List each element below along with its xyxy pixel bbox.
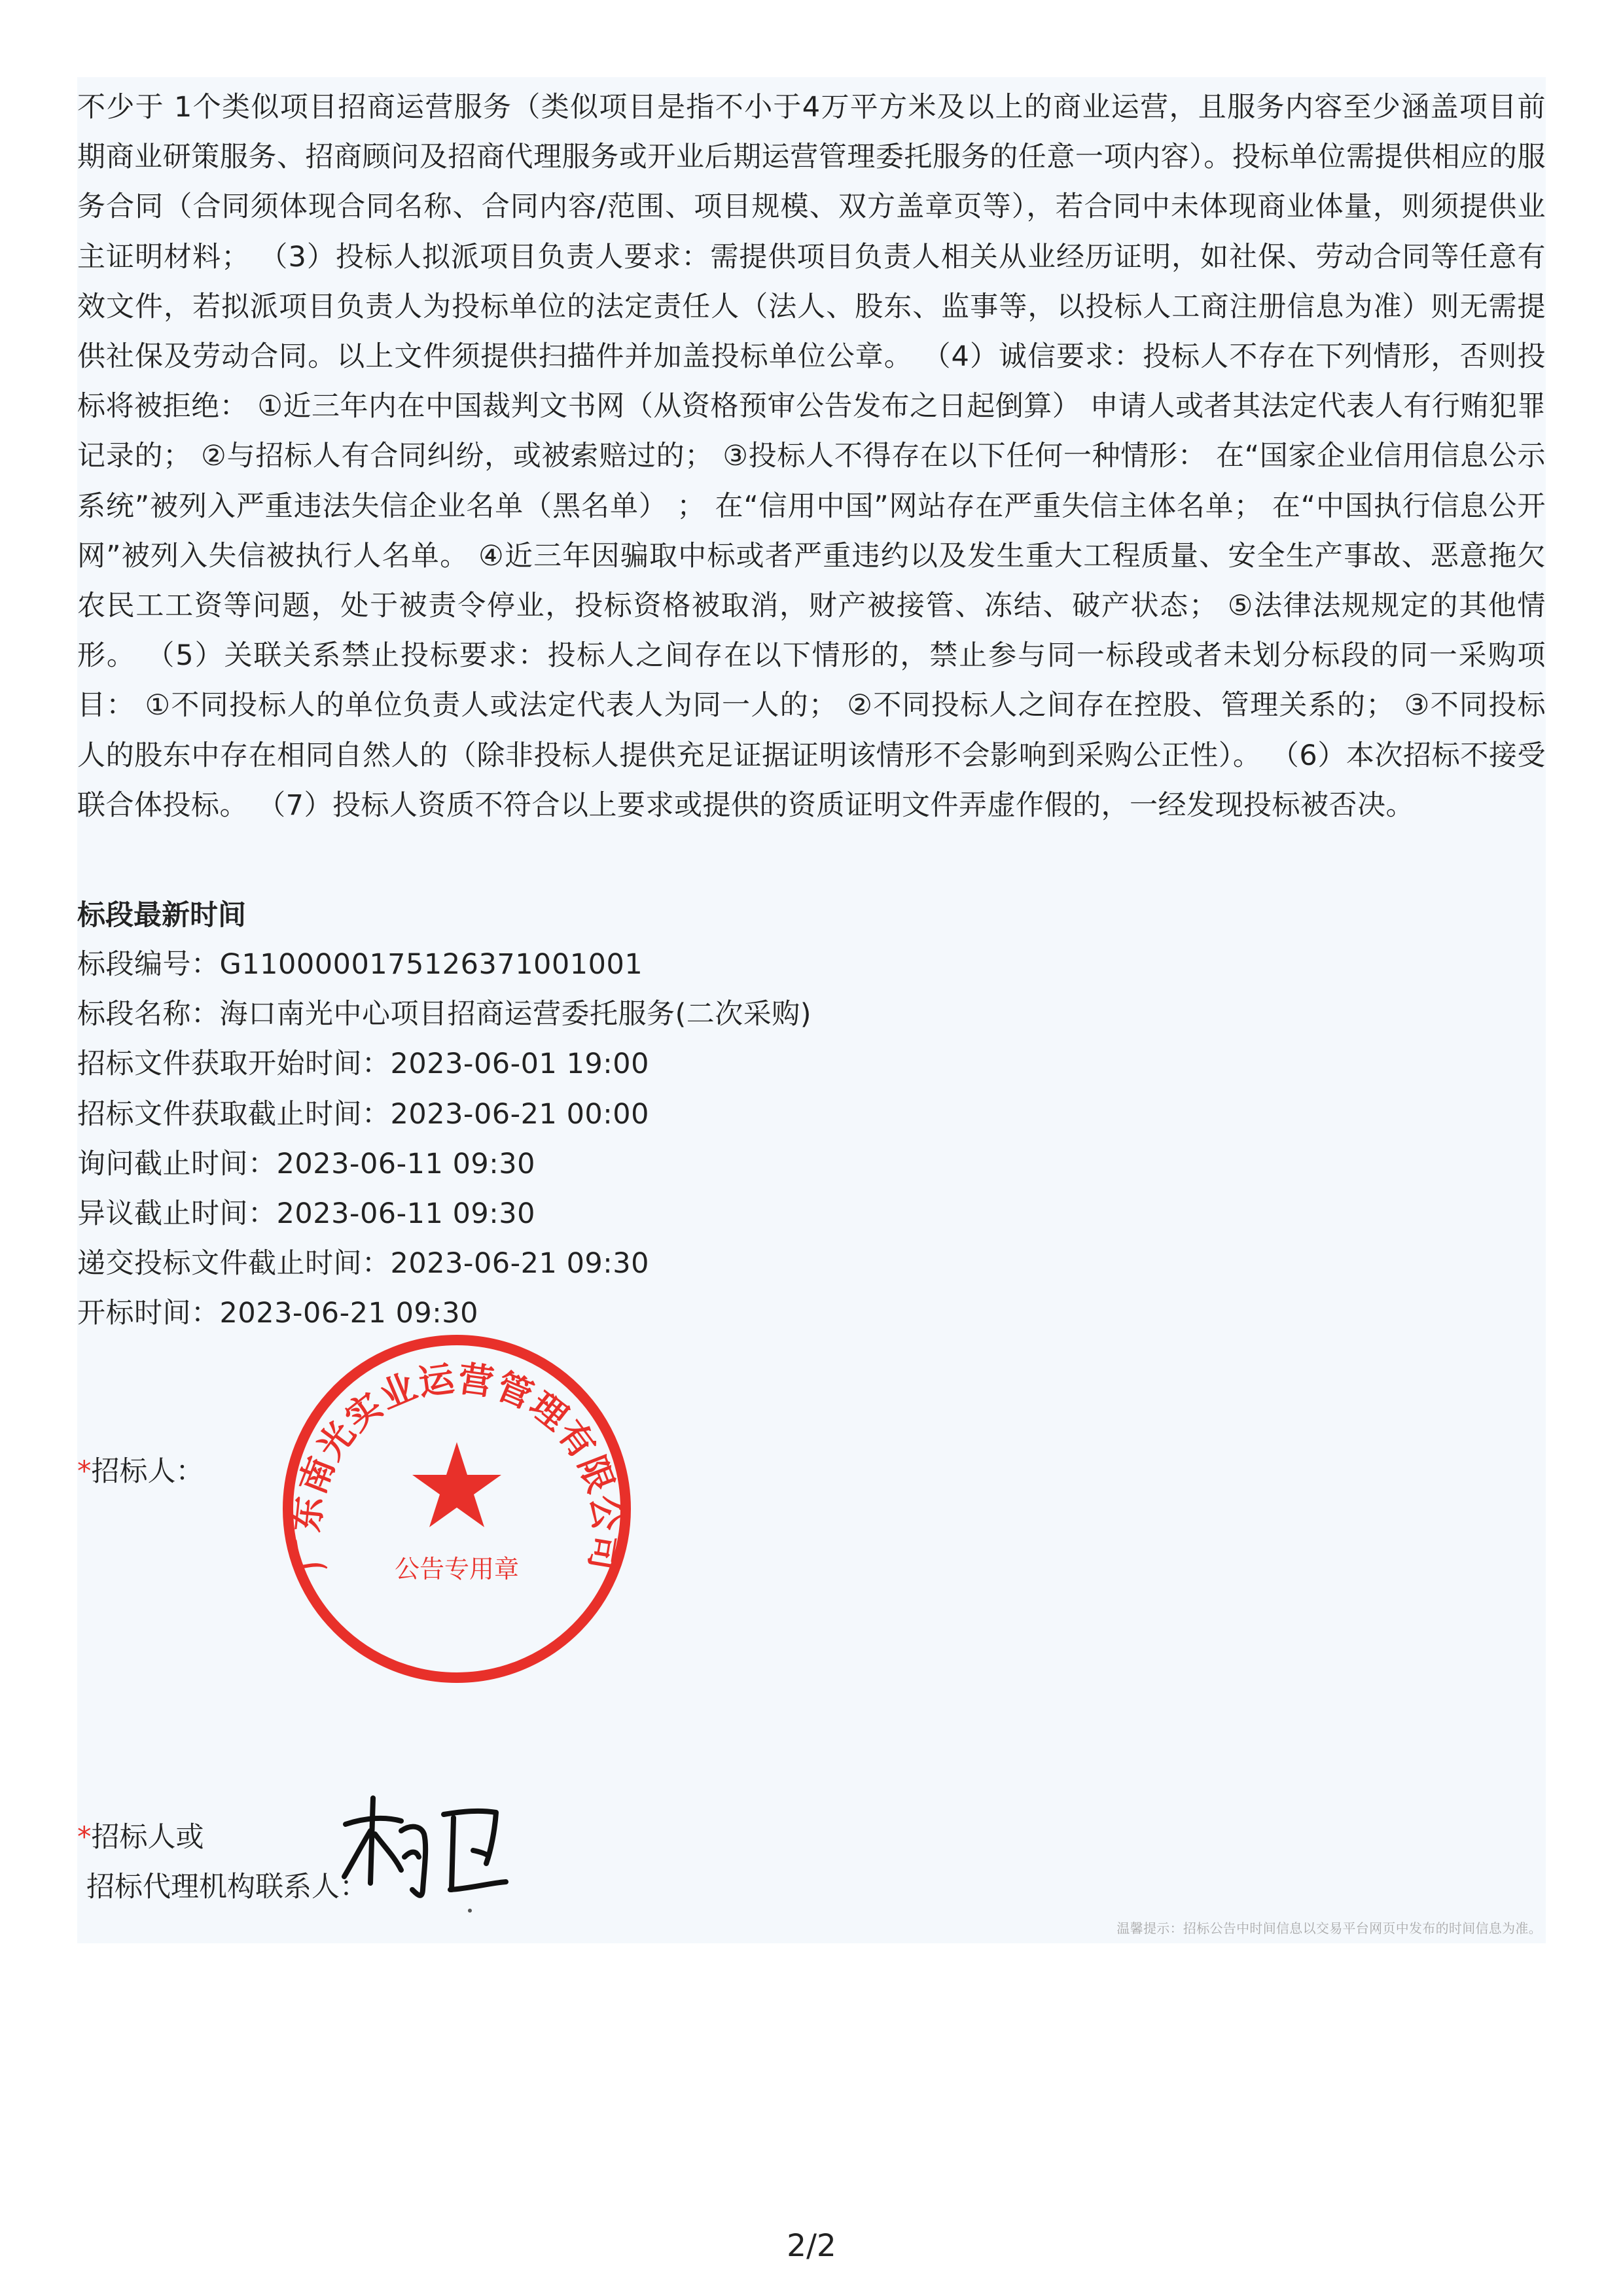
- bid-opening-time-row: 开标时间：2023-06-21 09:30: [77, 1297, 478, 1330]
- footnote: 温馨提示：招标公告中时间信息以交易平台网页中发布的时间信息为准。: [1116, 1920, 1542, 1936]
- required-mark: *: [77, 1455, 92, 1488]
- company-seal: [280, 1332, 633, 1686]
- seal-company-text: 广东南光实业运营管理有限公司: [285, 1358, 628, 1575]
- lot-name-row: 标段名称：海口南光中心项目招商运营委托服务(二次采购): [77, 998, 812, 1031]
- announcement-content: [77, 77, 1546, 1943]
- objection-deadline-row: 异议截止时间：2023-06-11 09:30: [77, 1197, 535, 1231]
- section-title-latest-times: 标段最新时间: [77, 899, 246, 932]
- seal-subtitle: 公告专用章: [394, 1555, 520, 1583]
- contact-label-line1-text: 招标人或: [91, 1821, 204, 1854]
- tenderer-label-text: 招标人：: [91, 1455, 204, 1488]
- required-mark-2: *: [77, 1821, 92, 1854]
- inquiry-deadline-row: 询问截止时间：2023-06-11 09:30: [77, 1147, 535, 1180]
- seal-star-icon: [412, 1442, 501, 1527]
- bid-submission-deadline-row: 递交投标文件截止时间：2023-06-21 09:30: [77, 1247, 649, 1280]
- page-number: 2/2: [787, 2228, 836, 2264]
- doc-start-time-row: 招标文件获取开始时间：2023-06-01 19:00: [77, 1048, 649, 1081]
- handwritten-signature: [339, 1785, 509, 1916]
- lot-time-list: [77, 940, 812, 1339]
- lot-number-row: 标段编号：G1100000175126371001001: [77, 948, 643, 981]
- qualification-requirements-text: 不少于 1个类似项目招商运营服务（类似项目是指不小于4万平方米及以上的商业运营，且服务内容至少涵盖项目前期商业研策服务、招商顾问及招商代理服务或开业后期运营管理委托服务的任意一项内容）。投标单位需提供相应的服务合同（合同须体现合同名称、合同内容/范围、项目规模、双方盖章页等），若合同中未体现商业体量，则须提供业主证明材料； （3）投标人拟派项目负责人要求：需提供项目负责人相关从业经历证明，如社保、劳动合同等任意有效文件，若拟派项目负责人为投标单位的法定责任人（法人、股东、监事等，以投标人工商注册信息为准）则无需提供社保及劳动合同。以上文件须提供扫描件并加盖投标单位公章。 （4）诚信要求：投标人不存在下列情形，否则投标将被拒绝： ①近三年内在中国裁判文书网（从资格预审公告发布之日起倒算） 申请人或者其法定代表人有行贿犯罪记录的； ②与招标人有合同纠纷，或被索赔过的； ③投标人不得存在以下任何一种情形： 在“国家企业信用信息公示系统”被列入严重违法失信企业名单（黑名单） ； 在“信用中国”网站存在严重失信主体名单； 在“中国执行信息公开网”被列入失信被执行人名单。 ④近三年因骗取中标或者严重违约以及发生重大工程质量、安全生产事故、恶意拖欠农民工工资等问题，处于被责令停业，投标资格被取消，财产被接管、冻结、破产状态； ⑤法律法规规定的其他情形。 （5）关联关系禁止投标要求：投标人之间存在以下情形的，禁止参与同一标段或者未划分标段的同一采购项目： ①不同投标人的单位负责人或法定代表人为同一人的； ②不同投标人之间存在控股、管理关系的； ③不同投标人的股东中存在相同自然人的（除非投标人提供充足证据证明该情形不会影响到采购公正性）。 （6）本次招标不接受联合体投标。 （7）投标人资质不符合以上要求或提供的资质证明文件弄虚作假的，一经发现投标被否决。: [77, 91, 1546, 822]
- doc-end-time-row: 招标文件获取截止时间：2023-06-21 00:00: [77, 1097, 649, 1131]
- contact-label-line1: [77, 1812, 204, 1862]
- tenderer-label: [77, 1447, 204, 1496]
- contact-label-line2: 招标代理机构联系人：: [86, 1871, 368, 1903]
